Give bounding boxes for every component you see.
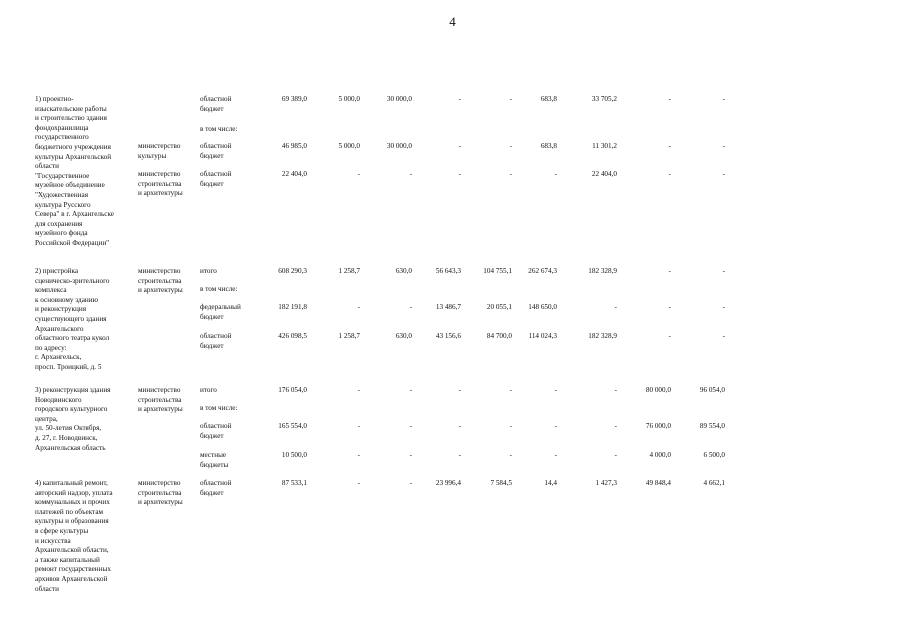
cell-y2017: - <box>509 386 512 394</box>
cell-y2021: - <box>722 142 725 150</box>
cell-y2019: - <box>614 451 617 459</box>
cell-y2014: - <box>357 451 360 459</box>
cell-y2014: 5 000,0 <box>338 142 360 150</box>
cell-y2018: 262 674,3 <box>528 267 557 275</box>
cell-y2015: - <box>409 303 412 311</box>
measure-title: 4) капитальный ремонт, авторский надзор, уплата коммунальных и прочих платежей по объектам культуры и образования в сфере культуры и искусства Архангельской области, а также капитальный ремонт государственных архивов Архангельской области <box>35 479 113 593</box>
executor: министерство строительства и архитектуры <box>138 170 183 198</box>
cell-y2014: - <box>357 386 360 394</box>
cell-y2017: 84 700,0 <box>486 332 512 340</box>
cell-y2020: 76 000,0 <box>645 422 671 430</box>
cell-y2016: - <box>458 422 461 430</box>
cell-y2020: - <box>668 142 671 150</box>
cell-y2021: 89 554,0 <box>699 422 725 430</box>
cell-y2015: - <box>409 451 412 459</box>
cell-y2016: 56 643,3 <box>435 267 461 275</box>
cell-y2021: - <box>722 170 725 178</box>
cell-y2015: 30 000,0 <box>386 95 412 103</box>
cell-y2015: - <box>409 386 412 394</box>
cell-total: 22 404,0 <box>281 170 307 178</box>
cell-y2020: 49 848,4 <box>645 479 671 487</box>
cell-y2014: - <box>357 303 360 311</box>
cell-y2017: 104 755,1 <box>483 267 512 275</box>
cell-y2015: - <box>409 479 412 487</box>
cell-y2021: 96 054,0 <box>699 386 725 394</box>
cell-total: 182 191,8 <box>278 303 307 311</box>
funding-source: областной бюджет <box>200 479 232 497</box>
cell-y2016: - <box>458 170 461 178</box>
cell-y2021: 6 500,0 <box>703 451 725 459</box>
executor: министерство строительства и архитектуры <box>138 479 183 507</box>
cell-y2015: - <box>409 170 412 178</box>
funding-source: итого <box>200 386 217 394</box>
executor: министерство культуры <box>138 142 181 160</box>
cell-y2015: 630,0 <box>395 332 412 340</box>
cell-y2016: - <box>458 386 461 394</box>
cell-y2016: - <box>458 142 461 150</box>
measure-title: 1) проектно- изыскательские работы и строительство здания фондохранилища государственного бюджетного учреждения культуры Архангельской области "Государственное музейное объединение "Художественная культура Русского Севера" в г. Архангельске для сохранения музейного фонда Российской Федерации" <box>35 95 114 247</box>
cell-y2021: - <box>722 95 725 103</box>
cell-y2018: 148 650,0 <box>528 303 557 311</box>
cell-y2017: 20 055,1 <box>486 303 512 311</box>
cell-y2017: - <box>509 142 512 150</box>
cell-y2019: 33 705,2 <box>591 95 617 103</box>
cell-y2021: 4 662,1 <box>703 479 725 487</box>
cell-total: 608 290,3 <box>278 267 307 275</box>
cell-y2019: 11 301,2 <box>592 142 617 150</box>
cell-total: 87 533,1 <box>281 479 307 487</box>
cell-y2017: 7 584,5 <box>490 479 512 487</box>
cell-y2018: - <box>554 422 557 430</box>
cell-y2018: 683,8 <box>540 142 557 150</box>
cell-y2020: 80 000,0 <box>645 386 671 394</box>
cell-y2020: 4 000,0 <box>649 451 671 459</box>
funding-source: в том числе: <box>200 285 238 293</box>
cell-y2014: - <box>357 422 360 430</box>
cell-y2019: - <box>614 386 617 394</box>
cell-y2020: - <box>668 303 671 311</box>
cell-y2018: - <box>554 170 557 178</box>
measure-title: 2) пристройка сценическо-зрительного комплекса к основному зданию и реконструкция существующего здания Архангельского областного театра кукол по адресу: г. Архангельск, просп. Троицкий, д. 5 <box>35 267 110 371</box>
cell-y2018: 14,4 <box>544 479 557 487</box>
executor: министерство строительства и архитектуры <box>138 267 183 295</box>
cell-y2017: - <box>509 95 512 103</box>
funding-source: местные бюджеты <box>200 451 229 469</box>
cell-y2018: 114 024,3 <box>528 332 557 340</box>
funding-source: областной бюджет <box>200 142 232 160</box>
cell-y2020: - <box>668 170 671 178</box>
cell-y2018: - <box>554 451 557 459</box>
funding-source: областной бюджет <box>200 422 232 440</box>
funding-source: областной бюджет <box>200 170 232 188</box>
cell-total: 10 500,0 <box>281 451 307 459</box>
cell-y2017: - <box>509 422 512 430</box>
page-number: 4 <box>449 14 456 29</box>
cell-y2016: - <box>458 95 461 103</box>
cell-y2021: - <box>722 332 725 340</box>
funding-source: областной бюджет <box>200 95 232 113</box>
cell-y2016: 23 996,4 <box>435 479 461 487</box>
cell-y2016: 43 156,6 <box>435 332 461 340</box>
cell-y2019: 182 328,9 <box>588 267 617 275</box>
funding-source: федеральный бюджет <box>200 303 241 321</box>
cell-y2015: - <box>409 422 412 430</box>
cell-y2019: - <box>614 422 617 430</box>
cell-y2019: 22 404,0 <box>591 170 617 178</box>
cell-total: 46 985,0 <box>281 142 307 150</box>
cell-y2017: - <box>509 451 512 459</box>
cell-y2016: - <box>458 451 461 459</box>
cell-y2021: - <box>722 267 725 275</box>
cell-total: 69 389,0 <box>281 95 307 103</box>
cell-y2014: 1 258,7 <box>338 332 360 340</box>
funding-source: областной бюджет <box>200 332 232 350</box>
measure-title: 3) реконструкция здания Новодвинского городского культурного центра, ул. 50-летия Октября, д. 27, г. Новодвинск, Архангельская область <box>35 386 111 452</box>
cell-y2014: 5 000,0 <box>338 95 360 103</box>
cell-y2014: 1 258,7 <box>338 267 360 275</box>
cell-y2019: 1 427,3 <box>595 479 617 487</box>
cell-total: 426 098,5 <box>278 332 307 340</box>
cell-y2017: - <box>509 170 512 178</box>
funding-source: в том числе: <box>200 404 238 412</box>
cell-y2014: - <box>357 170 360 178</box>
cell-y2015: 630,0 <box>395 267 412 275</box>
funding-source: итого <box>200 267 217 275</box>
cell-y2020: - <box>668 267 671 275</box>
cell-total: 165 554,0 <box>278 422 307 430</box>
cell-y2014: - <box>357 479 360 487</box>
cell-y2018: 683,8 <box>540 95 557 103</box>
cell-total: 176 054,0 <box>278 386 307 394</box>
cell-y2015: 30 000,0 <box>386 142 412 150</box>
cell-y2019: 182 328,9 <box>588 332 617 340</box>
executor: министерство строительства и архитектуры <box>138 386 183 414</box>
cell-y2021: - <box>722 303 725 311</box>
cell-y2020: - <box>668 332 671 340</box>
cell-y2019: - <box>614 303 617 311</box>
funding-source: в том числе: <box>200 125 238 133</box>
cell-y2016: 13 486,7 <box>435 303 461 311</box>
cell-y2020: - <box>668 95 671 103</box>
cell-y2018: - <box>554 386 557 394</box>
